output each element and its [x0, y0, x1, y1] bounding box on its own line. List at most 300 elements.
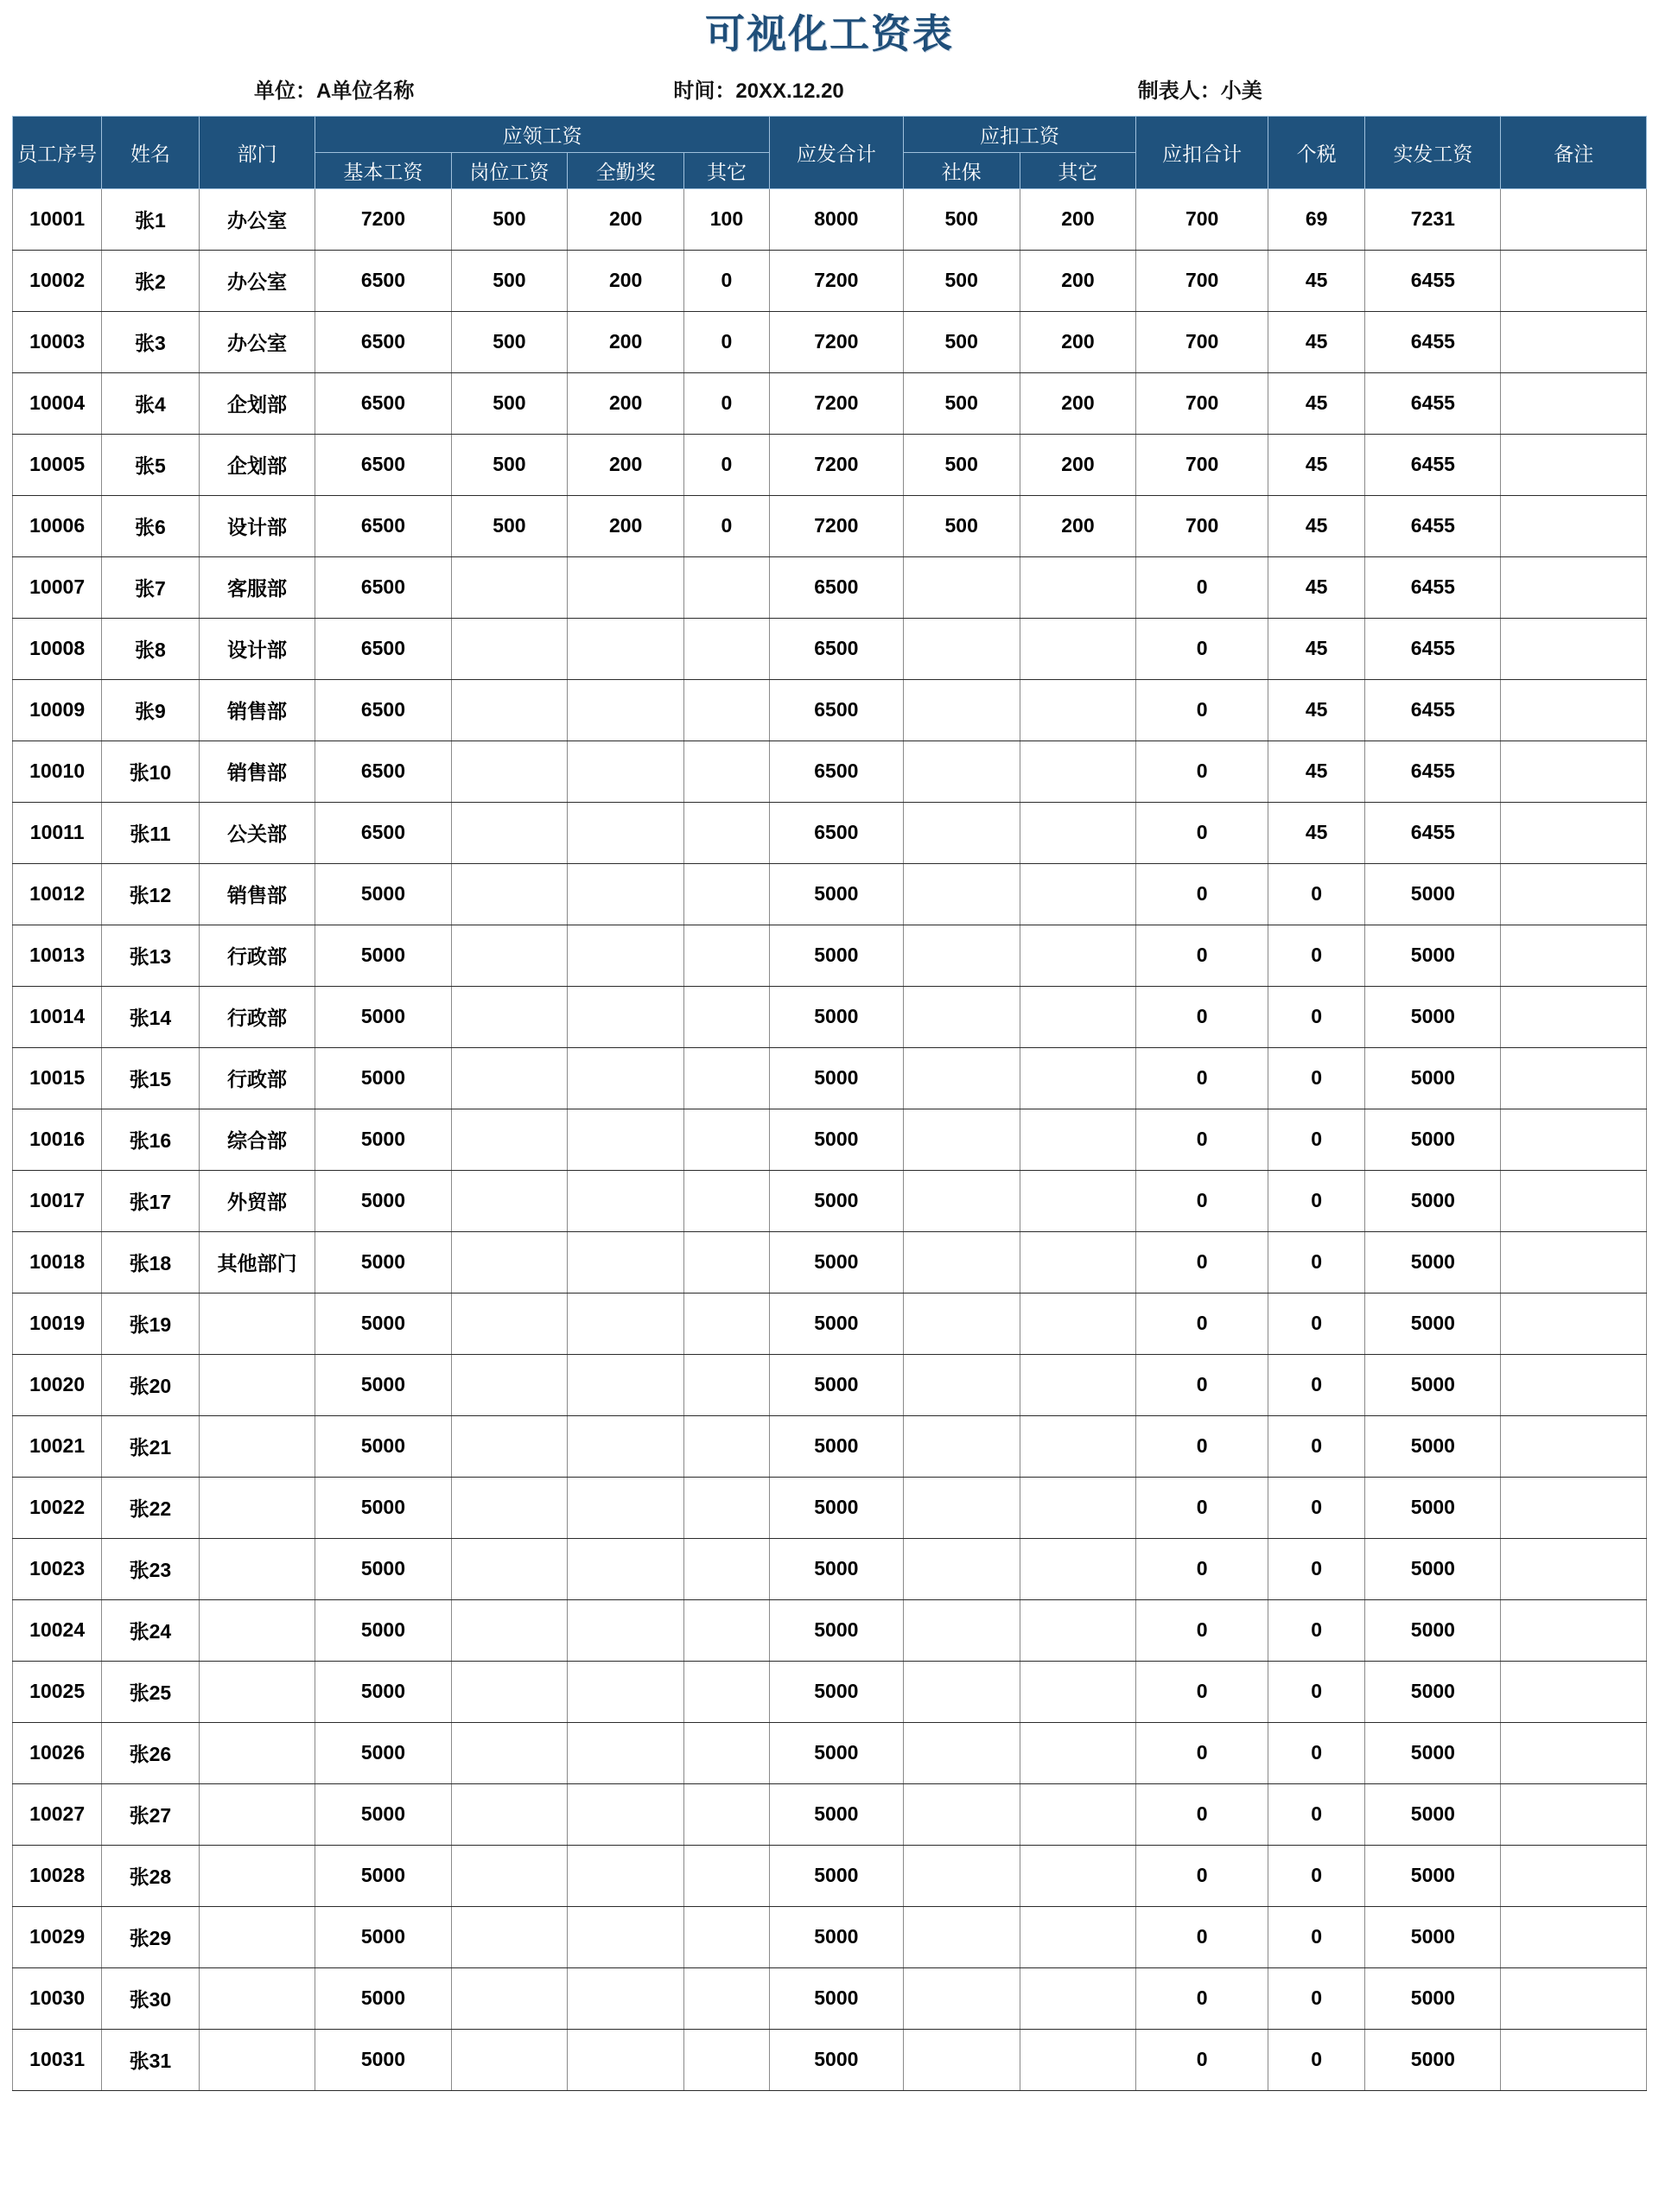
cell-income-tax[interactable]: 0: [1268, 2029, 1365, 2090]
cell-post-salary[interactable]: 500: [451, 250, 568, 311]
cell-income-tax[interactable]: 0: [1268, 1906, 1365, 1967]
cell-remark[interactable]: [1501, 741, 1647, 802]
cell-other-pay[interactable]: 0: [684, 495, 770, 556]
cell-income-tax[interactable]: 45: [1268, 679, 1365, 741]
cell-department[interactable]: 企划部: [199, 372, 315, 434]
cell-other-pay[interactable]: 100: [684, 188, 770, 250]
cell-social-insurance[interactable]: [903, 986, 1020, 1047]
cell-remark[interactable]: [1501, 679, 1647, 741]
cell-department[interactable]: [199, 1906, 315, 1967]
cell-other-pay[interactable]: [684, 1599, 770, 1661]
cell-department[interactable]: [199, 1967, 315, 2029]
cell-gross-total[interactable]: 6500: [769, 741, 903, 802]
cell-income-tax[interactable]: 45: [1268, 495, 1365, 556]
cell-department[interactable]: 行政部: [199, 986, 315, 1047]
cell-name[interactable]: 张24: [102, 1599, 199, 1661]
cell-name[interactable]: 张29: [102, 1906, 199, 1967]
cell-deduction-total[interactable]: 700: [1136, 250, 1268, 311]
cell-attendance-bonus[interactable]: [568, 1231, 684, 1293]
cell-employee-id[interactable]: 10006: [13, 495, 102, 556]
cell-gross-total[interactable]: 5000: [769, 1599, 903, 1661]
cell-base-salary[interactable]: 6500: [315, 556, 451, 618]
cell-social-insurance[interactable]: 500: [903, 250, 1020, 311]
table-row[interactable]: [13, 1170, 1647, 1231]
cell-post-salary[interactable]: [451, 1109, 568, 1170]
cell-other-deduction[interactable]: [1020, 1354, 1136, 1415]
cell-remark[interactable]: [1501, 250, 1647, 311]
cell-post-salary[interactable]: 500: [451, 311, 568, 372]
cell-name[interactable]: 张4: [102, 372, 199, 434]
cell-post-salary[interactable]: 500: [451, 188, 568, 250]
cell-other-deduction[interactable]: [1020, 1845, 1136, 1906]
cell-post-salary[interactable]: [451, 2029, 568, 2090]
cell-other-pay[interactable]: [684, 2029, 770, 2090]
cell-post-salary[interactable]: [451, 1170, 568, 1231]
table-row[interactable]: [13, 1415, 1647, 1477]
cell-deduction-total[interactable]: 0: [1136, 1538, 1268, 1599]
cell-deduction-total[interactable]: 700: [1136, 311, 1268, 372]
cell-gross-total[interactable]: 5000: [769, 1538, 903, 1599]
cell-post-salary[interactable]: 500: [451, 372, 568, 434]
cell-deduction-total[interactable]: 0: [1136, 1906, 1268, 1967]
cell-remark[interactable]: [1501, 1538, 1647, 1599]
cell-remark[interactable]: [1501, 1293, 1647, 1354]
cell-net-salary[interactable]: 6455: [1365, 372, 1501, 434]
cell-remark[interactable]: [1501, 1783, 1647, 1845]
cell-base-salary[interactable]: 6500: [315, 250, 451, 311]
cell-base-salary[interactable]: 5000: [315, 1293, 451, 1354]
cell-gross-total[interactable]: 5000: [769, 986, 903, 1047]
cell-name[interactable]: 张27: [102, 1783, 199, 1845]
cell-other-deduction[interactable]: [1020, 1783, 1136, 1845]
cell-other-deduction[interactable]: [1020, 618, 1136, 679]
table-row[interactable]: [13, 741, 1647, 802]
cell-department[interactable]: 办公室: [199, 188, 315, 250]
cell-base-salary[interactable]: 6500: [315, 679, 451, 741]
table-row[interactable]: [13, 311, 1647, 372]
cell-deduction-total[interactable]: 0: [1136, 802, 1268, 863]
cell-attendance-bonus[interactable]: 200: [568, 372, 684, 434]
cell-deduction-total[interactable]: 0: [1136, 1967, 1268, 2029]
cell-deduction-total[interactable]: 0: [1136, 863, 1268, 925]
cell-other-pay[interactable]: [684, 1477, 770, 1538]
cell-net-salary[interactable]: 5000: [1365, 1170, 1501, 1231]
cell-post-salary[interactable]: 500: [451, 434, 568, 495]
table-row[interactable]: [13, 1783, 1647, 1845]
cell-other-pay[interactable]: [684, 863, 770, 925]
cell-remark[interactable]: [1501, 1354, 1647, 1415]
cell-deduction-total[interactable]: 0: [1136, 1109, 1268, 1170]
cell-gross-total[interactable]: 5000: [769, 1293, 903, 1354]
cell-income-tax[interactable]: 0: [1268, 1415, 1365, 1477]
cell-name[interactable]: 张21: [102, 1415, 199, 1477]
cell-income-tax[interactable]: 45: [1268, 311, 1365, 372]
cell-department[interactable]: 其他部门: [199, 1231, 315, 1293]
table-row[interactable]: [13, 679, 1647, 741]
cell-base-salary[interactable]: 5000: [315, 1477, 451, 1538]
cell-department[interactable]: [199, 1477, 315, 1538]
cell-base-salary[interactable]: 5000: [315, 986, 451, 1047]
cell-social-insurance[interactable]: [903, 1109, 1020, 1170]
cell-remark[interactable]: [1501, 802, 1647, 863]
cell-employee-id[interactable]: 10002: [13, 250, 102, 311]
cell-name[interactable]: 张3: [102, 311, 199, 372]
cell-post-salary[interactable]: [451, 1415, 568, 1477]
cell-social-insurance[interactable]: [903, 1599, 1020, 1661]
cell-department[interactable]: [199, 1661, 315, 1722]
cell-other-pay[interactable]: [684, 802, 770, 863]
cell-income-tax[interactable]: 0: [1268, 1477, 1365, 1538]
cell-social-insurance[interactable]: [903, 863, 1020, 925]
cell-net-salary[interactable]: 5000: [1365, 1293, 1501, 1354]
cell-other-pay[interactable]: [684, 1538, 770, 1599]
cell-social-insurance[interactable]: 500: [903, 188, 1020, 250]
cell-other-pay[interactable]: [684, 986, 770, 1047]
cell-remark[interactable]: [1501, 1845, 1647, 1906]
cell-other-pay[interactable]: [684, 925, 770, 986]
cell-remark[interactable]: [1501, 188, 1647, 250]
cell-remark[interactable]: [1501, 2029, 1647, 2090]
cell-other-pay[interactable]: [684, 1293, 770, 1354]
cell-social-insurance[interactable]: [903, 1231, 1020, 1293]
cell-attendance-bonus[interactable]: [568, 1538, 684, 1599]
cell-department[interactable]: 行政部: [199, 925, 315, 986]
cell-other-pay[interactable]: [684, 1109, 770, 1170]
cell-department[interactable]: 销售部: [199, 741, 315, 802]
cell-base-salary[interactable]: 6500: [315, 495, 451, 556]
cell-net-salary[interactable]: 5000: [1365, 1906, 1501, 1967]
cell-attendance-bonus[interactable]: [568, 1967, 684, 2029]
cell-post-salary[interactable]: [451, 863, 568, 925]
cell-gross-total[interactable]: 7200: [769, 372, 903, 434]
cell-net-salary[interactable]: 6455: [1365, 618, 1501, 679]
cell-social-insurance[interactable]: [903, 802, 1020, 863]
cell-employee-id[interactable]: 10027: [13, 1783, 102, 1845]
cell-department[interactable]: [199, 1415, 315, 1477]
cell-remark[interactable]: [1501, 1231, 1647, 1293]
cell-remark[interactable]: [1501, 1047, 1647, 1109]
cell-name[interactable]: 张31: [102, 2029, 199, 2090]
cell-base-salary[interactable]: 6500: [315, 741, 451, 802]
cell-income-tax[interactable]: 0: [1268, 1354, 1365, 1415]
cell-attendance-bonus[interactable]: [568, 741, 684, 802]
cell-base-salary[interactable]: 5000: [315, 1661, 451, 1722]
cell-income-tax[interactable]: 45: [1268, 802, 1365, 863]
cell-base-salary[interactable]: 5000: [315, 1415, 451, 1477]
cell-post-salary[interactable]: [451, 679, 568, 741]
cell-department[interactable]: [199, 1293, 315, 1354]
cell-name[interactable]: 张26: [102, 1722, 199, 1783]
cell-net-salary[interactable]: 5000: [1365, 1599, 1501, 1661]
cell-gross-total[interactable]: 5000: [769, 925, 903, 986]
cell-social-insurance[interactable]: [903, 741, 1020, 802]
cell-base-salary[interactable]: 5000: [315, 1599, 451, 1661]
cell-deduction-total[interactable]: 0: [1136, 986, 1268, 1047]
cell-attendance-bonus[interactable]: [568, 1109, 684, 1170]
cell-name[interactable]: 张28: [102, 1845, 199, 1906]
cell-deduction-total[interactable]: 0: [1136, 1170, 1268, 1231]
cell-department[interactable]: 公关部: [199, 802, 315, 863]
cell-attendance-bonus[interactable]: [568, 2029, 684, 2090]
table-row[interactable]: [13, 1293, 1647, 1354]
cell-base-salary[interactable]: 5000: [315, 1967, 451, 2029]
cell-name[interactable]: 张7: [102, 556, 199, 618]
cell-post-salary[interactable]: [451, 1599, 568, 1661]
cell-attendance-bonus[interactable]: [568, 986, 684, 1047]
cell-employee-id[interactable]: 10023: [13, 1538, 102, 1599]
cell-department[interactable]: [199, 1599, 315, 1661]
cell-base-salary[interactable]: 5000: [315, 1722, 451, 1783]
cell-income-tax[interactable]: 45: [1268, 556, 1365, 618]
cell-department[interactable]: 销售部: [199, 679, 315, 741]
cell-income-tax[interactable]: 45: [1268, 372, 1365, 434]
cell-gross-total[interactable]: 7200: [769, 495, 903, 556]
cell-gross-total[interactable]: 5000: [769, 1477, 903, 1538]
cell-social-insurance[interactable]: [903, 1661, 1020, 1722]
cell-gross-total[interactable]: 5000: [769, 1661, 903, 1722]
cell-other-pay[interactable]: [684, 1722, 770, 1783]
cell-employee-id[interactable]: 10015: [13, 1047, 102, 1109]
cell-other-pay[interactable]: [684, 1231, 770, 1293]
cell-income-tax[interactable]: 45: [1268, 741, 1365, 802]
cell-deduction-total[interactable]: 0: [1136, 1231, 1268, 1293]
cell-employee-id[interactable]: 10003: [13, 311, 102, 372]
cell-other-pay[interactable]: 0: [684, 311, 770, 372]
cell-other-pay[interactable]: [684, 1783, 770, 1845]
cell-name[interactable]: 张17: [102, 1170, 199, 1231]
cell-deduction-total[interactable]: 0: [1136, 1599, 1268, 1661]
cell-gross-total[interactable]: 6500: [769, 679, 903, 741]
cell-employee-id[interactable]: 10008: [13, 618, 102, 679]
cell-other-deduction[interactable]: [1020, 1109, 1136, 1170]
cell-other-deduction[interactable]: [1020, 986, 1136, 1047]
cell-other-pay[interactable]: 0: [684, 434, 770, 495]
cell-attendance-bonus[interactable]: [568, 618, 684, 679]
cell-gross-total[interactable]: 5000: [769, 1231, 903, 1293]
cell-attendance-bonus[interactable]: 200: [568, 434, 684, 495]
cell-other-pay[interactable]: [684, 1047, 770, 1109]
cell-other-deduction[interactable]: 200: [1020, 188, 1136, 250]
cell-base-salary[interactable]: 5000: [315, 1845, 451, 1906]
cell-remark[interactable]: [1501, 1170, 1647, 1231]
cell-other-deduction[interactable]: 200: [1020, 495, 1136, 556]
cell-department[interactable]: 设计部: [199, 618, 315, 679]
cell-deduction-total[interactable]: 0: [1136, 1047, 1268, 1109]
cell-deduction-total[interactable]: 0: [1136, 1722, 1268, 1783]
cell-remark[interactable]: [1501, 1722, 1647, 1783]
cell-department[interactable]: [199, 1783, 315, 1845]
cell-post-salary[interactable]: [451, 802, 568, 863]
cell-net-salary[interactable]: 5000: [1365, 1047, 1501, 1109]
cell-net-salary[interactable]: 5000: [1365, 1967, 1501, 2029]
cell-net-salary[interactable]: 5000: [1365, 1845, 1501, 1906]
cell-base-salary[interactable]: 5000: [315, 1170, 451, 1231]
cell-other-deduction[interactable]: [1020, 556, 1136, 618]
cell-department[interactable]: 外贸部: [199, 1170, 315, 1231]
cell-other-deduction[interactable]: [1020, 1170, 1136, 1231]
cell-name[interactable]: 张22: [102, 1477, 199, 1538]
cell-net-salary[interactable]: 5000: [1365, 1783, 1501, 1845]
cell-other-pay[interactable]: [684, 1170, 770, 1231]
cell-name[interactable]: 张20: [102, 1354, 199, 1415]
cell-post-salary[interactable]: [451, 741, 568, 802]
cell-other-pay[interactable]: [684, 1661, 770, 1722]
cell-attendance-bonus[interactable]: [568, 925, 684, 986]
cell-employee-id[interactable]: 10019: [13, 1293, 102, 1354]
cell-social-insurance[interactable]: [903, 1783, 1020, 1845]
cell-other-deduction[interactable]: 200: [1020, 372, 1136, 434]
cell-name[interactable]: 张23: [102, 1538, 199, 1599]
cell-name[interactable]: 张10: [102, 741, 199, 802]
cell-net-salary[interactable]: 5000: [1365, 925, 1501, 986]
cell-department[interactable]: 客服部: [199, 556, 315, 618]
table-row[interactable]: [13, 925, 1647, 986]
cell-deduction-total[interactable]: 0: [1136, 679, 1268, 741]
cell-deduction-total[interactable]: 0: [1136, 1661, 1268, 1722]
cell-remark[interactable]: [1501, 986, 1647, 1047]
cell-employee-id[interactable]: 10022: [13, 1477, 102, 1538]
cell-net-salary[interactable]: 5000: [1365, 863, 1501, 925]
cell-employee-id[interactable]: 10024: [13, 1599, 102, 1661]
cell-base-salary[interactable]: 5000: [315, 1231, 451, 1293]
cell-post-salary[interactable]: [451, 618, 568, 679]
cell-employee-id[interactable]: 10017: [13, 1170, 102, 1231]
cell-social-insurance[interactable]: [903, 1967, 1020, 2029]
cell-social-insurance[interactable]: [903, 1170, 1020, 1231]
cell-social-insurance[interactable]: [903, 925, 1020, 986]
cell-post-salary[interactable]: [451, 1477, 568, 1538]
cell-name[interactable]: 张2: [102, 250, 199, 311]
cell-department[interactable]: [199, 1845, 315, 1906]
cell-remark[interactable]: [1501, 372, 1647, 434]
cell-other-pay[interactable]: [684, 1967, 770, 2029]
cell-employee-id[interactable]: 10011: [13, 802, 102, 863]
cell-other-deduction[interactable]: [1020, 1722, 1136, 1783]
table-row[interactable]: [13, 1354, 1647, 1415]
cell-social-insurance[interactable]: [903, 1845, 1020, 1906]
cell-base-salary[interactable]: 6500: [315, 802, 451, 863]
cell-social-insurance[interactable]: [903, 1477, 1020, 1538]
cell-name[interactable]: 张25: [102, 1661, 199, 1722]
cell-remark[interactable]: [1501, 1415, 1647, 1477]
cell-department[interactable]: [199, 1538, 315, 1599]
cell-income-tax[interactable]: 0: [1268, 986, 1365, 1047]
cell-name[interactable]: 张16: [102, 1109, 199, 1170]
cell-social-insurance[interactable]: [903, 2029, 1020, 2090]
cell-net-salary[interactable]: 6455: [1365, 250, 1501, 311]
cell-employee-id[interactable]: 10030: [13, 1967, 102, 2029]
cell-post-salary[interactable]: [451, 1845, 568, 1906]
cell-employee-id[interactable]: 10031: [13, 2029, 102, 2090]
cell-post-salary[interactable]: [451, 556, 568, 618]
cell-remark[interactable]: [1501, 1599, 1647, 1661]
table-row[interactable]: [13, 250, 1647, 311]
cell-income-tax[interactable]: 0: [1268, 1231, 1365, 1293]
table-row[interactable]: [13, 1477, 1647, 1538]
cell-net-salary[interactable]: 5000: [1365, 1661, 1501, 1722]
table-row[interactable]: [13, 2029, 1647, 2090]
cell-deduction-total[interactable]: 0: [1136, 925, 1268, 986]
cell-attendance-bonus[interactable]: [568, 1722, 684, 1783]
cell-base-salary[interactable]: 5000: [315, 1783, 451, 1845]
table-row[interactable]: [13, 556, 1647, 618]
cell-social-insurance[interactable]: [903, 679, 1020, 741]
cell-gross-total[interactable]: 5000: [769, 1354, 903, 1415]
cell-gross-total[interactable]: 6500: [769, 618, 903, 679]
cell-other-deduction[interactable]: [1020, 1231, 1136, 1293]
cell-employee-id[interactable]: 10025: [13, 1661, 102, 1722]
cell-employee-id[interactable]: 10014: [13, 986, 102, 1047]
cell-attendance-bonus[interactable]: [568, 802, 684, 863]
cell-other-deduction[interactable]: 200: [1020, 311, 1136, 372]
table-row[interactable]: [13, 1599, 1647, 1661]
cell-income-tax[interactable]: 45: [1268, 250, 1365, 311]
cell-base-salary[interactable]: 5000: [315, 2029, 451, 2090]
table-row[interactable]: [13, 802, 1647, 863]
cell-social-insurance[interactable]: [903, 1722, 1020, 1783]
cell-other-deduction[interactable]: [1020, 741, 1136, 802]
cell-income-tax[interactable]: 0: [1268, 1293, 1365, 1354]
cell-other-deduction[interactable]: [1020, 802, 1136, 863]
table-row[interactable]: [13, 1661, 1647, 1722]
cell-social-insurance[interactable]: [903, 1415, 1020, 1477]
cell-income-tax[interactable]: 0: [1268, 1845, 1365, 1906]
cell-attendance-bonus[interactable]: [568, 1845, 684, 1906]
cell-gross-total[interactable]: 5000: [769, 1415, 903, 1477]
cell-remark[interactable]: [1501, 556, 1647, 618]
cell-other-pay[interactable]: [684, 679, 770, 741]
cell-attendance-bonus[interactable]: 200: [568, 188, 684, 250]
cell-other-pay[interactable]: [684, 1354, 770, 1415]
cell-post-salary[interactable]: [451, 1354, 568, 1415]
cell-net-salary[interactable]: 7231: [1365, 188, 1501, 250]
cell-attendance-bonus[interactable]: [568, 863, 684, 925]
cell-name[interactable]: 张1: [102, 188, 199, 250]
cell-post-salary[interactable]: 500: [451, 495, 568, 556]
cell-other-deduction[interactable]: [1020, 925, 1136, 986]
cell-other-deduction[interactable]: [1020, 1967, 1136, 2029]
table-row[interactable]: [13, 986, 1647, 1047]
table-row[interactable]: [13, 1967, 1647, 2029]
cell-income-tax[interactable]: 0: [1268, 1047, 1365, 1109]
cell-net-salary[interactable]: 5000: [1365, 1722, 1501, 1783]
cell-social-insurance[interactable]: [903, 1538, 1020, 1599]
cell-gross-total[interactable]: 5000: [769, 1047, 903, 1109]
cell-remark[interactable]: [1501, 495, 1647, 556]
cell-employee-id[interactable]: 10029: [13, 1906, 102, 1967]
cell-name[interactable]: 张5: [102, 434, 199, 495]
cell-other-pay[interactable]: [684, 1845, 770, 1906]
cell-base-salary[interactable]: 7200: [315, 188, 451, 250]
cell-gross-total[interactable]: 5000: [769, 1170, 903, 1231]
cell-deduction-total[interactable]: 700: [1136, 188, 1268, 250]
cell-base-salary[interactable]: 6500: [315, 372, 451, 434]
cell-remark[interactable]: [1501, 925, 1647, 986]
cell-attendance-bonus[interactable]: [568, 1783, 684, 1845]
cell-post-salary[interactable]: [451, 1047, 568, 1109]
cell-deduction-total[interactable]: 700: [1136, 372, 1268, 434]
cell-employee-id[interactable]: 10005: [13, 434, 102, 495]
cell-employee-id[interactable]: 10010: [13, 741, 102, 802]
cell-net-salary[interactable]: 6455: [1365, 556, 1501, 618]
cell-deduction-total[interactable]: 700: [1136, 495, 1268, 556]
cell-net-salary[interactable]: 5000: [1365, 1538, 1501, 1599]
cell-gross-total[interactable]: 6500: [769, 556, 903, 618]
cell-gross-total[interactable]: 7200: [769, 250, 903, 311]
cell-department[interactable]: 行政部: [199, 1047, 315, 1109]
cell-gross-total[interactable]: 7200: [769, 434, 903, 495]
cell-name[interactable]: 张6: [102, 495, 199, 556]
